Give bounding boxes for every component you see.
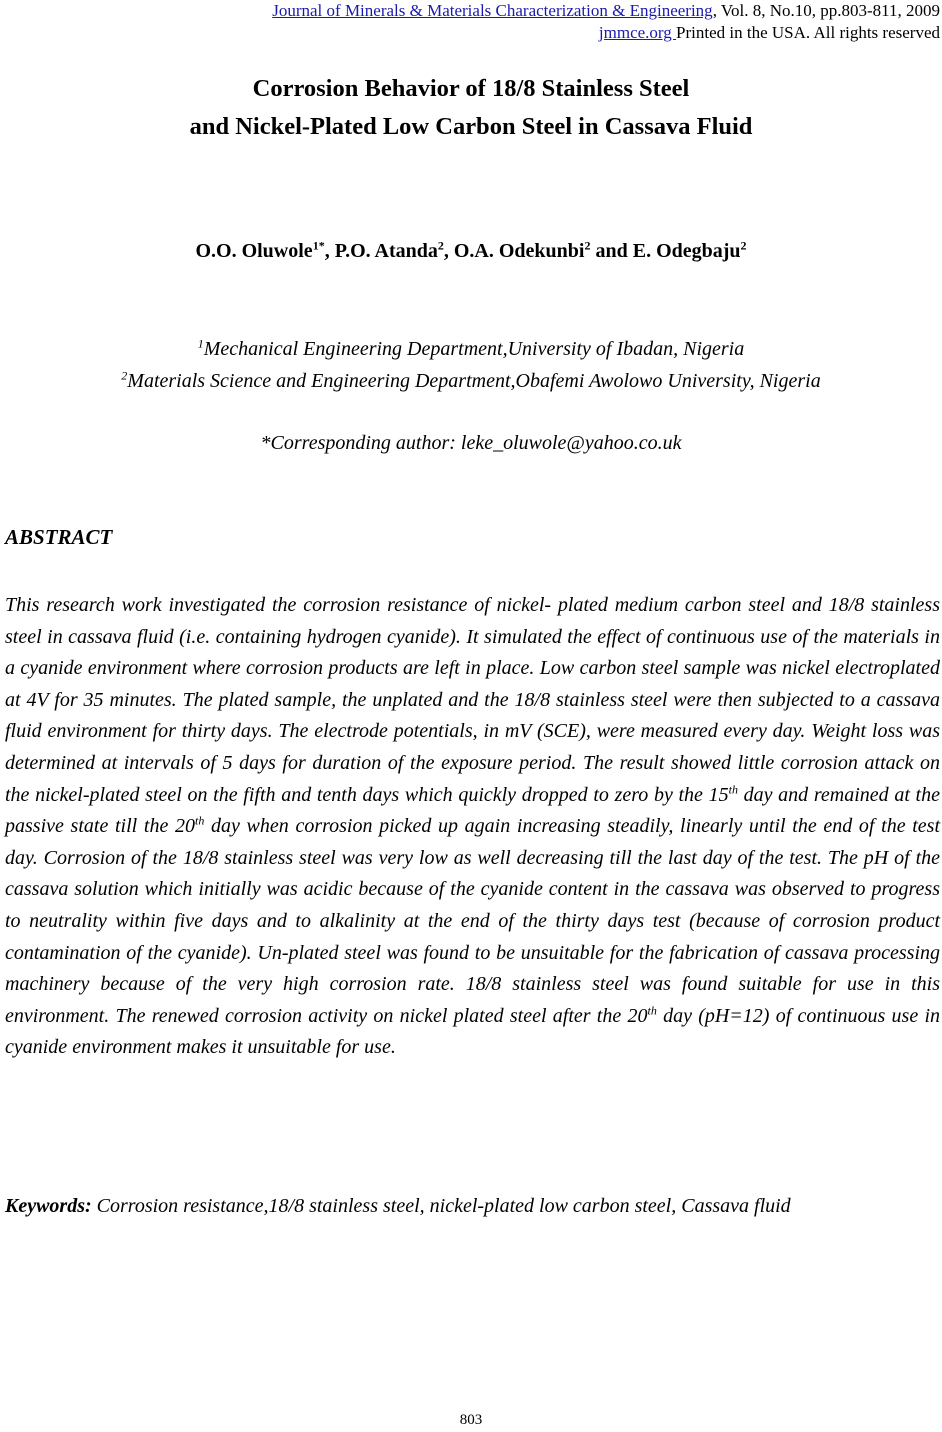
journal-header-line2 (272, 22, 940, 44)
keywords-text: Corrosion resistance,18/8 stainless steel, nickel-plated low carbon steel, Cassava fluid (91, 1195, 791, 1217)
paper-title (0, 70, 942, 146)
abstract-text: day when corrosion picked up again increasing steadily, linearly until the end of the test day. Corrosion of the 18/8 stainless steel was very low as well decreasing till the last day of the test. The pH of the cassava solution which initially was acidic because of the cyanide content in the cassava was observed to progress to neutrality within five days and to alkalinity at the end of the thirty days test (because of corrosion product contamination of the cyanide). Un-plated steel was found to be unsuitable for the fabrication of cassava processing machinery because of the very high corrosion rate. 18/8 stainless steel was found suitable for use in this environment. The renewed corrosion activity on nickel plated steel after the 20 (5, 815, 941, 1027)
title-line-1: Corrosion Behavior of 18/8 Stainless Steel (252, 75, 690, 102)
journal-header-line1 (272, 0, 940, 22)
affiliation-mark: 1 (197, 336, 204, 351)
abstract-heading: ABSTRACT (5, 525, 113, 549)
author-name: , O.A. Odekunbi (443, 240, 585, 262)
journal-link[interactable]: Journal of Minerals & Materials Characterization & Engineering (272, 1, 713, 20)
abstract-text: This research work investigated the corrosion resistance of nickel- plated medium carbon steel and 18/8 stainless steel in cassava fluid (i.e. containing hydrogen cyanide). It simulated the effect of continuous use of the materials in a cyanide environment where corrosion products are left in place. Low carbon steel sample was nickel electroplated at 4V for 35 minutes. The plated sample, the unplated and the 18/8 stainless steel were then subjected to a cassava fluid environment for thirty days. The electrode potentials, in mV (SCE), were measured every day. Weight loss was determined at intervals of 5 days for duration of the exposure period. The result showed little corrosion attack on the nickel-plated steel on the fifth and tenth days which quickly dropped to zero by the 15 (5, 594, 940, 806)
ordinal-suffix: th (728, 781, 738, 796)
page-number: 803 (459, 1412, 483, 1428)
ordinal-suffix: th (195, 813, 205, 828)
journal-header (272, 0, 940, 44)
rights-text: Printed in the USA. All rights reserved (676, 23, 940, 42)
keywords-label: Keywords: (5, 1195, 92, 1217)
affiliation-2 (0, 368, 942, 394)
abstract-text: day and remained at the passive state till the 20 (5, 783, 940, 838)
affiliation-1 (0, 336, 942, 362)
site-link[interactable]: jmmce.org (598, 23, 677, 42)
abstract-body (5, 590, 940, 1064)
ordinal-suffix: th (647, 1003, 657, 1018)
author-affiliation-mark: 2 (437, 238, 444, 253)
author-list (0, 238, 942, 264)
title-line-2: and Nickel-Plated Low Carbon Steel in Cassava Fluid (189, 113, 753, 140)
affiliation-text: Mechanical Engineering Department,University of Ibadan, Nigeria (203, 338, 745, 360)
author-name: and E. Odegbaju (590, 240, 741, 262)
affiliation-text: Materials Science and Engineering Department,Obafemi Awolowo University, Nigeria (127, 370, 821, 392)
author-name: , P.O. Atanda (324, 240, 438, 262)
author-affiliation-mark: 2 (584, 238, 591, 253)
author-affiliation-mark: 1* (312, 238, 325, 253)
corresponding-author: *Corresponding author: leke_oluwole@yahoo.co.uk (260, 432, 682, 454)
keywords (5, 1191, 915, 1222)
volume-info: , Vol. 8, No.10, pp.803-811, 2009 (712, 1, 940, 20)
author-affiliation-mark: 2 (740, 238, 747, 253)
author-name: O.O. Oluwole (195, 240, 313, 262)
abstract-text: day (pH=12) of continuous use in cyanide environment makes it unsuitable for use. (5, 1004, 941, 1059)
affiliation-mark: 2 (121, 368, 128, 383)
